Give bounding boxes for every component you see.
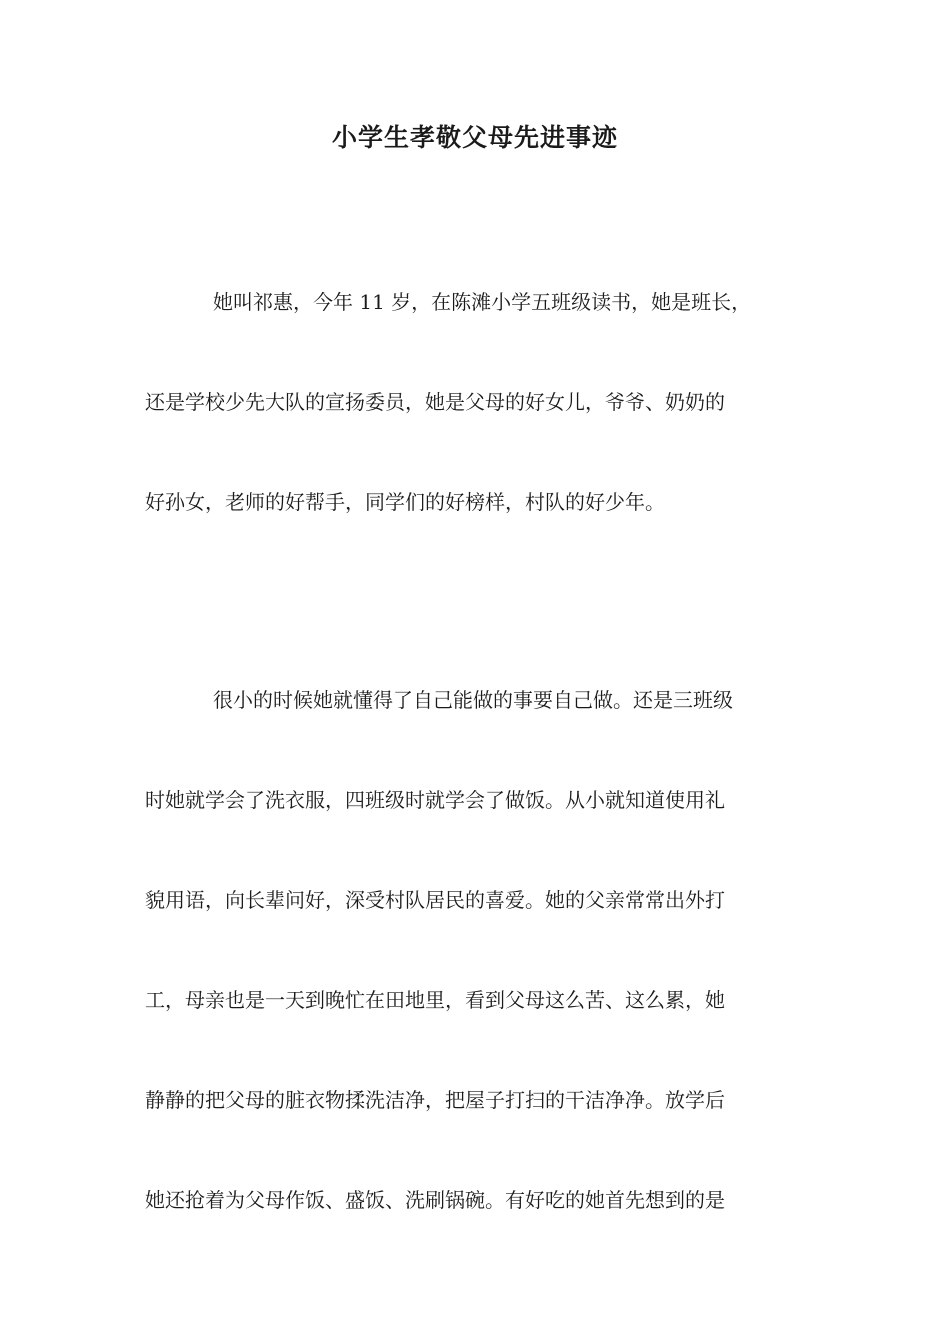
- paragraph-line: 她还抢着为父母作饭、盛饭、洗刷锅碗。有好吃的她首先想到的是: [145, 1188, 725, 1212]
- paragraph-line: 很小的时候她就懂得了自己能做的事要自己做。还是三班级: [213, 688, 733, 712]
- paragraph-line: 静静的把父母的脏衣物揉洗洁净，把屋子打扫的干洁净净。放学后: [145, 1088, 725, 1112]
- paragraph-line: 她叫祁惠，今年 11 岁，在陈滩小学五班级读书，她是班长，: [213, 290, 752, 314]
- paragraph-line: 好孙女，老师的好帮手，同学们的好榜样，村队的好少年。: [145, 490, 665, 514]
- paragraph-line: 时她就学会了洗衣服，四班级时就学会了做饭。从小就知道使用礼: [145, 788, 725, 812]
- paragraph-1: [145, 287, 825, 587]
- paragraph-line: 工，母亲也是一天到晚忙在田地里，看到父母这么苦、这么累，她: [145, 988, 725, 1012]
- paragraph-2: [145, 685, 825, 1285]
- paragraph-line: 貌用语，向长辈问好，深受村队居民的喜爱。她的父亲常常出外打: [145, 888, 725, 912]
- document-title: 小学生孝敬父母先进事迹: [331, 123, 618, 152]
- paragraph-line: 还是学校少先大队的宣扬委员，她是父母的好女儿，爷爷、奶奶的: [145, 390, 725, 414]
